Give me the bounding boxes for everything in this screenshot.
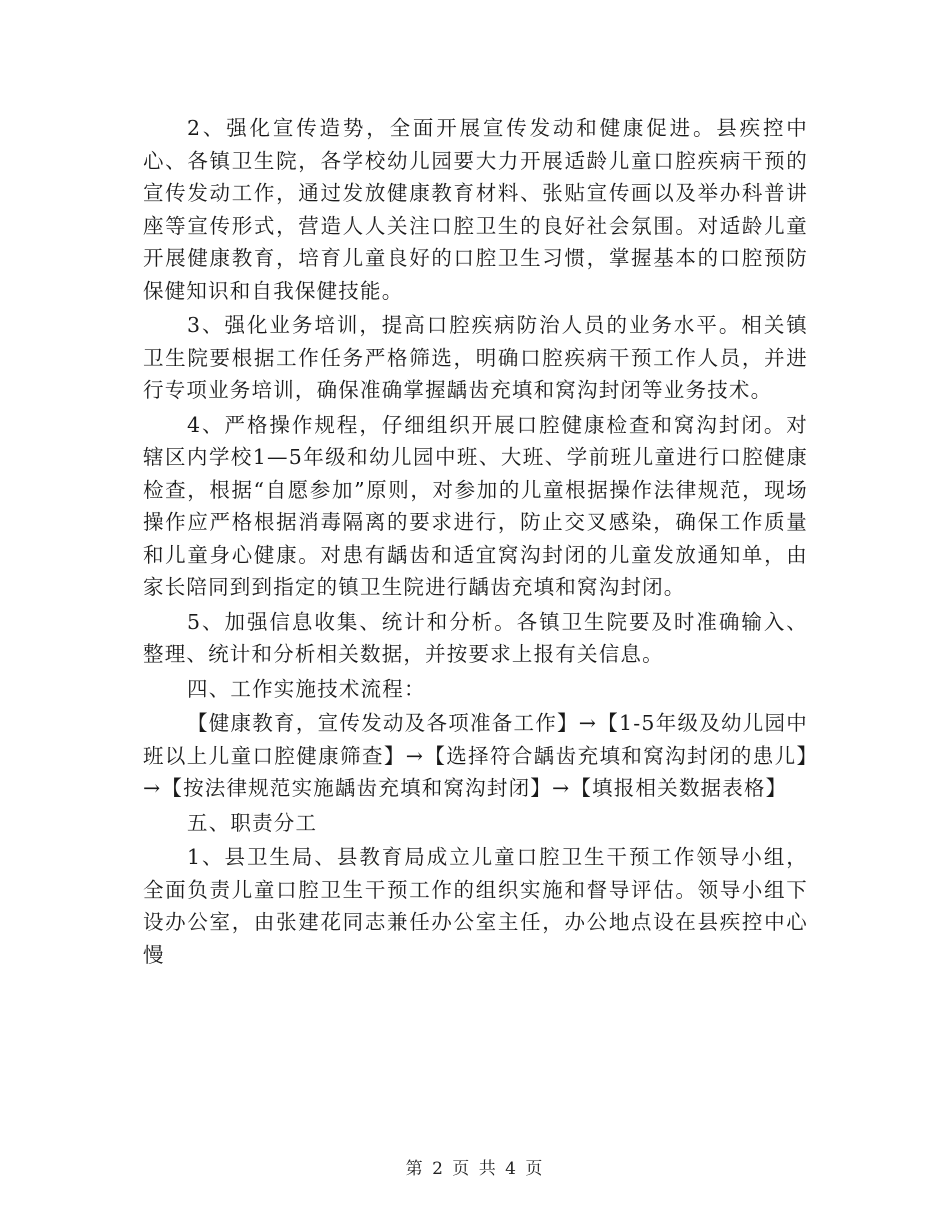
paragraph-publicity: 2、强化宣传造势，全面开展宣传发动和健康促进。县疾控中心、各镇卫生院，各学校幼儿园要大力开展适龄儿童口腔疾病干预的宣传发动工作，通过发放健康教育材料、张贴宣传画以及举办科普讲座等宣传形式，营造人人关注口腔卫生的良好社会氛围。对适龄儿童开展健康教育，培育儿童良好的口腔卫生习惯，掌握基本的口腔预防保健知识和自我保健技能。: [143, 116, 808, 303]
paragraph-training: 3、强化业务培训，提高口腔疾病防治人员的业务水平。相关镇卫生院要根据工作任务严格筛选，明确口腔疾病干预工作人员，并进行专项业务培训，确保准确掌握龋齿充填和窝沟封闭等业务技术。: [143, 313, 808, 402]
page-number-footer: 第 2 页 共 4 页: [405, 1159, 545, 1179]
paragraph-process-flow: 【健康教育，宣传发动及各项准备工作】→【1-5年级及幼儿园中班以上儿童口腔健康筛查】→【选择符合龋齿充填和窝沟封闭的患儿】→【按法律规范实施龋齿充填和窝沟封闭】→【填报相关数据表格】: [143, 711, 808, 800]
paragraph-operation: 4、严格操作规程，仔细组织开展口腔健康检查和窝沟封闭。对辖区内学校1—5年级和幼儿园中班、大班、学前班儿童进行口腔健康检查，根据“自愿参加”原则，对参加的儿童根据操作法律规范，现场操作应严格根据消毒隔离的要求进行，防止交叉感染，确保工作质量和儿童身心健康。对患有龋齿和适宜窝沟封闭的儿童发放通知单，由家长陪同到到指定的镇卫生院进行龋齿充填和窝沟封闭。: [143, 412, 808, 599]
paragraph-leadership-group: 1、县卫生局、县教育局成立儿童口腔卫生干预工作领导小组，全面负责儿童口腔卫生干预工作的组织实施和督导评估。领导小组下设办公室，由张建花同志兼任办公室主任，办公地点设在县疾控中心慢: [143, 845, 808, 967]
body-text: [143, 112, 808, 971]
section-heading-process: 四、工作实施技术流程：: [187, 676, 426, 701]
section-heading-responsibilities: 五、职责分工: [187, 810, 318, 835]
paragraph-statistics: 5、加强信息收集、统计和分析。各镇卫生院要及时准确输入、整理、统计和分析相关数据，并按要求上报有关信息。: [143, 609, 808, 666]
